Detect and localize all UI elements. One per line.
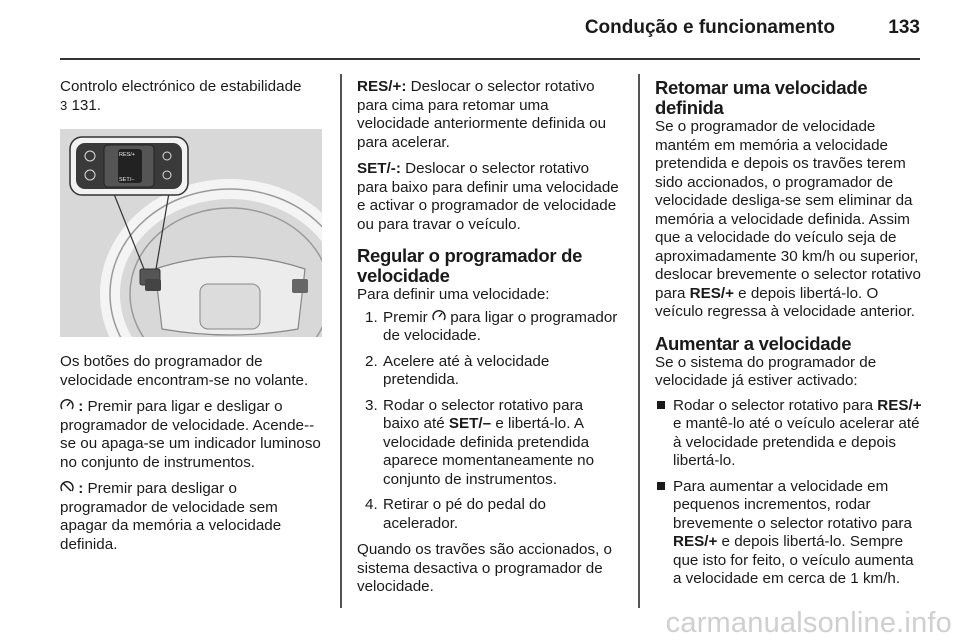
res-description: RES/+: Deslocar o selector rotativo para cima para retomar uma velocidade anteriormente definida ou para acelerar. bbox=[357, 78, 607, 151]
list-item: 1. Premir para ligar o programador de velocidade. bbox=[365, 308, 618, 344]
cruise-on-icon bbox=[432, 309, 446, 328]
steering-wheel-illustration bbox=[60, 129, 322, 337]
column-3 bbox=[655, 78, 923, 596]
page-header bbox=[0, 0, 960, 60]
resume-paragraph: Se o programador de velocidade mantém em memória a velocidade pretendida e depois os travões terem sido accionados, o programador de velocidade desliga-se sem eliminar da memória a velocidade definida. Assim que a velocidade do veículo seja de aproximadamente 30 km/h ou superior, deslocar brevemente o selector rotativo para RES/+ e depois libertá-lo. O veículo regressa à velocidade anterior. bbox=[655, 118, 921, 320]
column-1 bbox=[60, 78, 325, 562]
cruise-on-icon bbox=[60, 398, 74, 417]
figure-caption: Os botões do programador de velocidade encontram-se no volante. bbox=[60, 353, 309, 389]
page-number: 133 bbox=[888, 17, 920, 38]
section-title: Condução e funcionamento bbox=[584, 17, 835, 38]
set-description: SET/-: Deslocar o selector rotativo para baixo para definir uma velocidade e activar o programador de velocidade ou para travar o veículo. bbox=[357, 160, 619, 233]
res-label: RES/+ bbox=[119, 152, 136, 158]
steps-list bbox=[357, 309, 622, 534]
off-button-description: : Premir para desligar o programador de velocidade sem apagar da memória a velocidade definida. bbox=[60, 480, 282, 553]
list-item: Rodar o selector rotativo para RES/+ e mantê-lo até o veículo acelerar até à velocidade pretendida e depois libertá-lo. bbox=[655, 397, 923, 471]
column-2 bbox=[357, 78, 622, 605]
list-item: Para aumentar a velocidade em pequenos incrementos, rodar brevemente o selector rotativo para RES/+ e depois libertá-lo. Sempre que isto for feito, o veículo aumenta a velocidade em cerca de 1 km/h. bbox=[655, 478, 923, 589]
section-heading: Aumentar a velocidade bbox=[655, 332, 852, 354]
reference-arrow-icon: 3 bbox=[60, 97, 68, 113]
list-item: 2. Acelere até à velocidade pretendida. bbox=[365, 352, 550, 388]
steering-wheel-figure bbox=[60, 129, 322, 337]
header-rule bbox=[60, 58, 920, 60]
column-divider bbox=[638, 74, 640, 608]
set-label: SET/– bbox=[119, 177, 135, 183]
watermark: carmanualsonline.info bbox=[665, 607, 952, 639]
section-heading: Retomar uma velocidade definida bbox=[655, 77, 868, 118]
list-item: 4. Retirar o pé do pedal do acelerador. bbox=[365, 496, 546, 532]
increase-lead: Se o sistema do programador de velocidade já estiver activado: bbox=[655, 353, 877, 389]
section-heading: Regular o programador de velocidade bbox=[357, 245, 583, 286]
intro-text: Controlo electrónico de estabilidade 3 131. bbox=[60, 78, 302, 114]
list-item: 3. Rodar o selector rotativo para baixo até SET/– e libertá-lo. A velocidade definida pretendida aparece momentaneamente no conjunto de instrumentos. bbox=[365, 396, 595, 488]
cruise-off-icon bbox=[60, 480, 74, 499]
steps-lead: Para definir uma velocidade: bbox=[357, 286, 550, 303]
closing-text: Quando os travões são accionados, o sistema desactiva o programador de velocidade. bbox=[357, 541, 612, 595]
bullet-icon bbox=[657, 401, 665, 409]
bullet-list bbox=[655, 397, 923, 589]
column-divider bbox=[340, 74, 342, 608]
on-button-description: : Premir para ligar e desligar o programador de velocidade. Acende--se ou apaga-se um indicador luminoso no conjunto de instrumentos. bbox=[60, 398, 321, 471]
bullet-icon bbox=[657, 482, 665, 490]
